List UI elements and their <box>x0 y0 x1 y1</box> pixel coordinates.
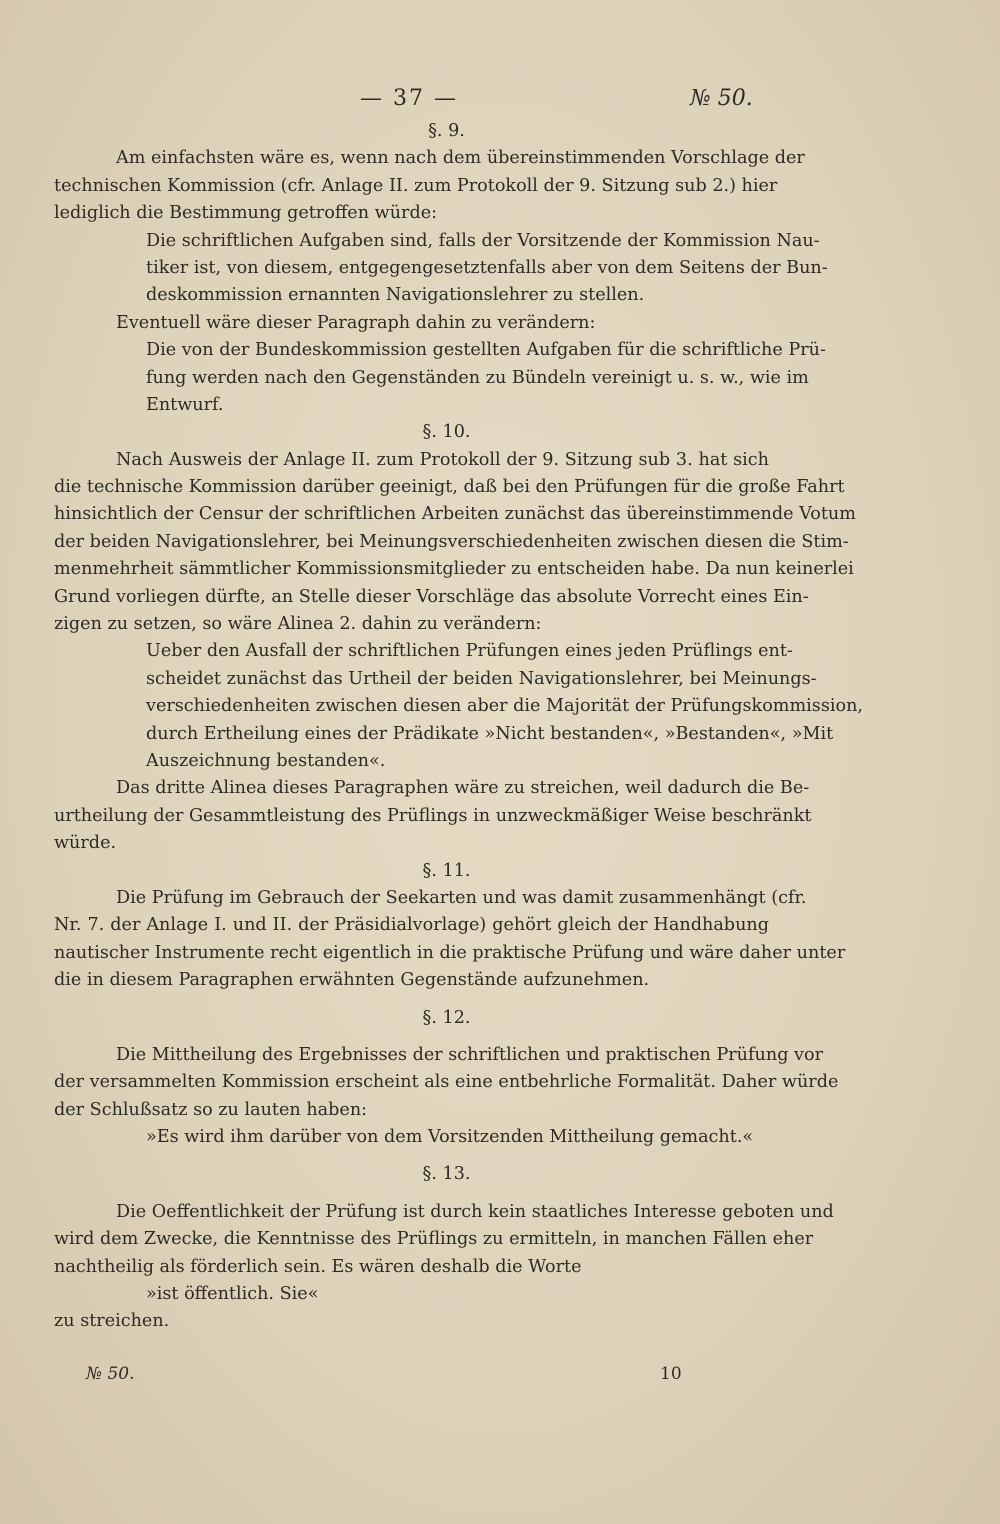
text-line: Am einfachsten wäre es, wenn nach dem übereinstimmenden Vorschlage der <box>116 148 805 169</box>
text-line: durch Ertheilung eines der Prädikate »Nicht bestanden«, »Bestanden«, »Mit <box>146 723 834 744</box>
text-line: Die Oeffentlichkeit der Prüfung ist durch kein staatliches Interesse geboten und <box>116 1201 834 1222</box>
text-line: technischen Kommission (cfr. Anlage II. zum Protokoll der 9. Sitzung sub 2.) hier <box>54 175 778 196</box>
text-line: verschiedenheiten zwischen diesen aber die Majorität der Prüfungskommission, <box>146 696 864 717</box>
text-line: wird dem Zwecke, die Kenntnisse des Prüflings zu ermitteln, in manchen Fällen eher <box>54 1229 814 1250</box>
text-line: Eventuell wäre dieser Paragraph dahin zu verändern: <box>116 312 596 333</box>
section-heading: §. 9. <box>428 121 465 141</box>
text-line: die technische Kommission darüber geeinigt, daß bei den Prüfungen für die große Fahrt <box>54 477 845 498</box>
text-line: der versammelten Kommission erscheint als eine entbehrliche Formalität. Daher würde <box>54 1072 839 1093</box>
text-line: lediglich die Bestimmung getroffen würde: <box>54 203 438 224</box>
text-line: Die Prüfung im Gebrauch der Seekarten und was damit zusammenhängt (cfr. <box>116 887 807 908</box>
text-line: zu streichen. <box>54 1311 170 1332</box>
page-number: — 37 — <box>360 86 458 111</box>
text-line: »Es wird ihm darüber von dem Vorsitzenden Mittheilung gemacht.« <box>146 1127 754 1148</box>
text-line: würde. <box>54 833 117 854</box>
text-line: der beiden Navigationslehrer, bei Meinungsverschiedenheiten zwischen diesen die Stim- <box>54 531 849 552</box>
text-line: Die von der Bundeskommission gestellten Aufgaben für die schriftliche Prü- <box>146 340 826 361</box>
text-line: nachtheilig als förderlich sein. Es wären deshalb die Worte <box>54 1256 582 1277</box>
section-heading: §. 12. <box>422 1007 471 1028</box>
text-line: fung werden nach den Gegenständen zu Bündeln vereinigt u. s. w., wie im <box>146 367 809 388</box>
text-line: nautischer Instrumente recht eigentlich in die praktische Prüfung und wäre daher unter <box>54 942 846 963</box>
text-line: tiker ist, von diesem, entgegengesetztenfalls aber von dem Seitens der Bun- <box>146 257 828 278</box>
document-number: № 50. <box>690 86 753 111</box>
text-line: menmehrheit sämmtlicher Kommissionsmitglieder zu entscheiden habe. Da nun keinerlei <box>54 559 854 580</box>
sheet-number: 10 <box>660 1364 682 1384</box>
text-line: »ist öffentlich. Sie« <box>146 1284 319 1305</box>
text-line: Die Mittheilung des Ergebnisses der schriftlichen und praktischen Prüfung vor <box>116 1044 823 1065</box>
text-line: der Schlußsatz so zu lauten haben: <box>54 1099 368 1120</box>
section-heading: §. 10. <box>422 422 471 443</box>
text-line: deskommission ernannten Navigationslehrer zu stellen. <box>146 285 645 306</box>
footer-document-number: № 50. <box>86 1364 135 1384</box>
text-line: Ueber den Ausfall der schriftlichen Prüfungen eines jeden Prüflings ent- <box>146 641 793 662</box>
text-line: Das dritte Alinea dieses Paragraphen wäre zu streichen, weil dadurch die Be- <box>116 778 810 799</box>
text-line: Entwurf. <box>146 394 224 415</box>
page-header <box>0 86 1000 116</box>
text-line: Die schriftlichen Aufgaben sind, falls der Vorsitzende der Kommission Nau- <box>146 230 820 251</box>
text-line: zigen zu setzen, so wäre Alinea 2. dahin zu verändern: <box>54 614 542 635</box>
section-heading: §. 13. <box>422 1164 471 1185</box>
text-line: scheidet zunächst das Urtheil der beiden Navigationslehrer, bei Meinungs- <box>146 668 817 689</box>
section-heading: §. 11. <box>422 860 471 881</box>
page-footer <box>0 1364 1000 1394</box>
body-text <box>54 118 864 1336</box>
text-line: die in diesem Paragraphen erwähnten Gegenstände aufzunehmen. <box>54 970 650 991</box>
text-line: hinsichtlich der Censur der schriftlichen Arbeiten zunächst das übereinstimmende Votum <box>54 504 856 525</box>
text-line: Nach Ausweis der Anlage II. zum Protokoll der 9. Sitzung sub 3. hat sich <box>116 449 769 470</box>
text-line: urtheilung der Gesammtleistung des Prüflings in unzweckmäßiger Weise beschränkt <box>54 805 812 826</box>
text-line: Auszeichnung bestanden«. <box>146 750 386 771</box>
text-line: Nr. 7. der Anlage I. und II. der Präsidialvorlage) gehört gleich der Handhabung <box>54 915 769 936</box>
text-line: Grund vorliegen dürfte, an Stelle dieser Vorschläge das absolute Vorrecht eines Ein- <box>54 586 809 607</box>
